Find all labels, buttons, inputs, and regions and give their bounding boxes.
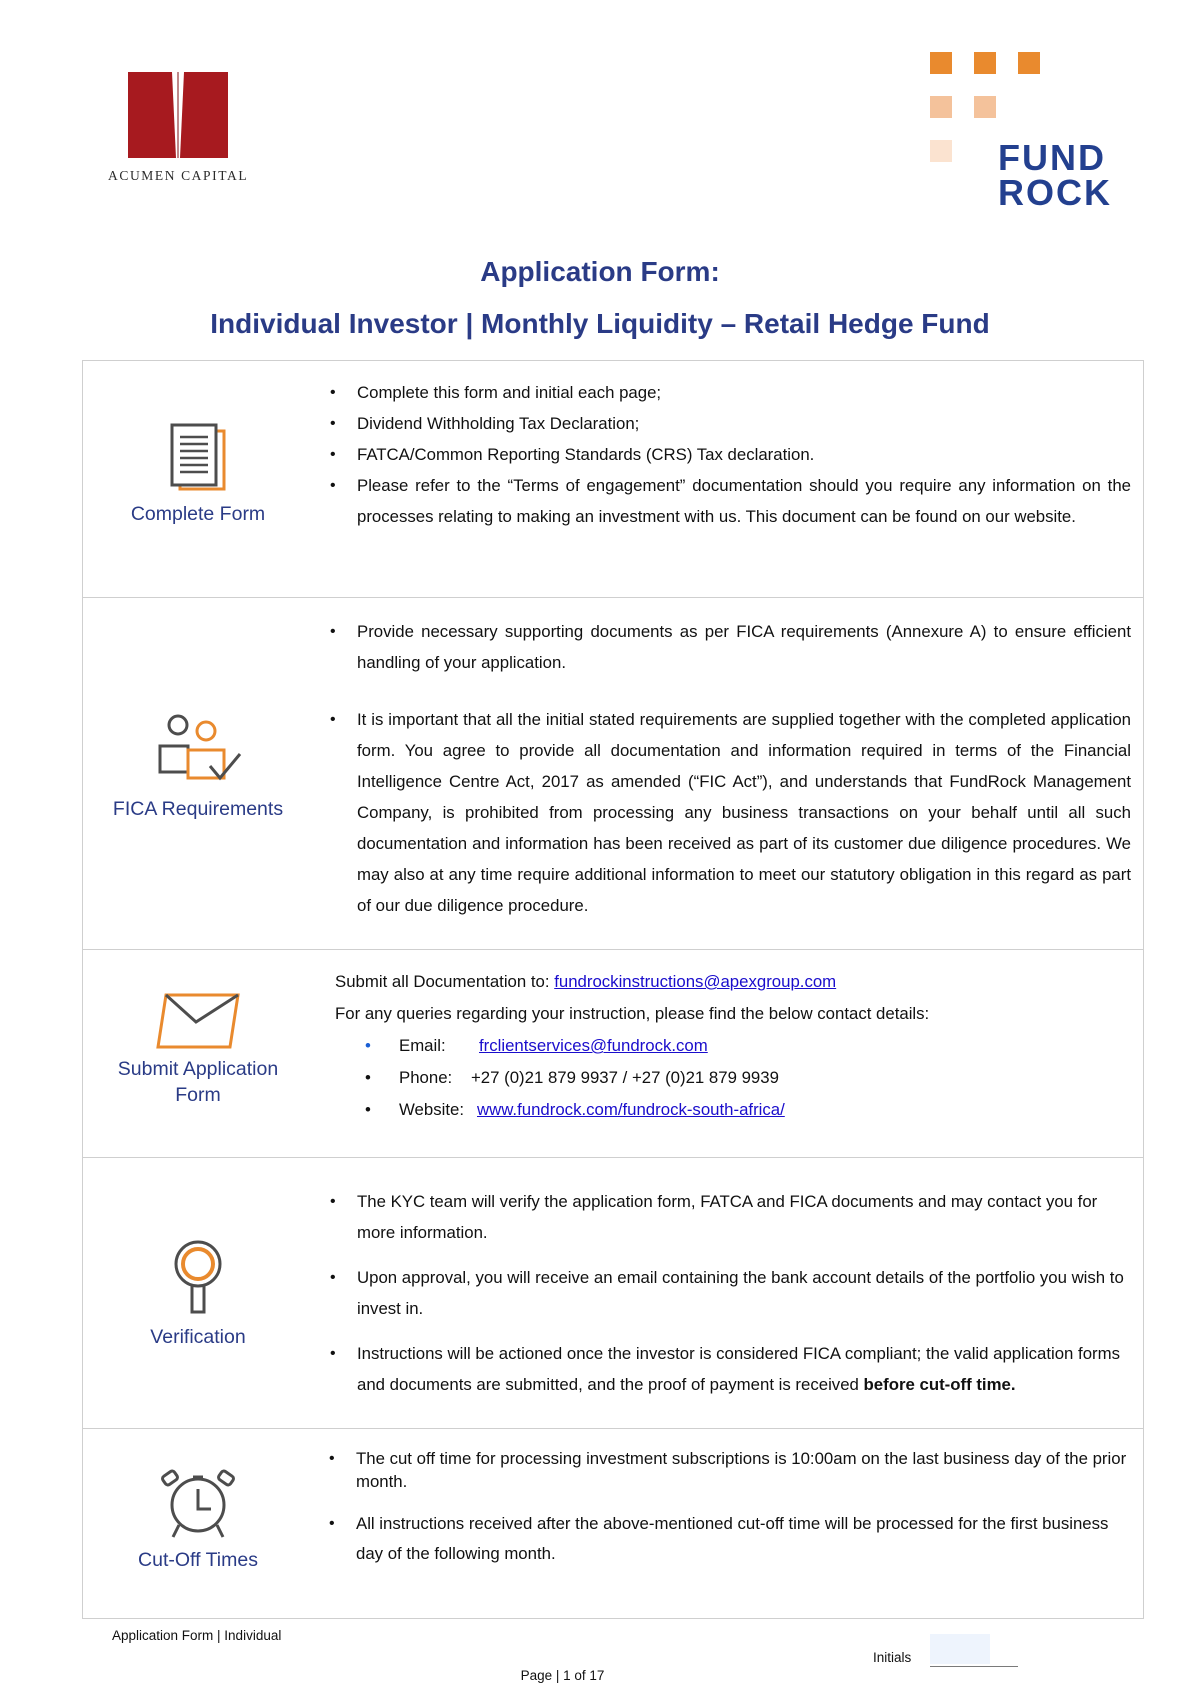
fundrock-line2: ROCK [998,172,1112,213]
list-item: • The KYC team will verify the application form, FATCA and FICA documents and may contact you for more information. [357,1186,1131,1248]
step-icon-cell [83,421,313,527]
step-content-verification [357,1186,1131,1400]
contact-phone [335,1062,1125,1094]
bullet-list [357,377,1131,532]
submit-prefix: Submit all Documentation to: [335,972,555,991]
contact-label: Website: [399,1100,464,1119]
list-item-text: Instructions will be actioned once the investor is considered FICA compliant; the valid application forms and documents are submitted, and the proof of payment is received [357,1344,1120,1394]
fundrock-line1: FUND [998,137,1106,178]
bullet-list [357,616,1131,921]
envelope-icon [156,992,240,1050]
step-row-cutoff [83,1429,1143,1618]
step-content-cutoff [356,1447,1131,1569]
client-services-email-link[interactable]: frclientservices@fundrock.com [479,1036,708,1055]
step-row-submit [83,950,1143,1158]
acumen-logo-text: ACUMEN CAPITAL [108,168,249,183]
website-link[interactable]: www.fundrock.com/fundrock-south-africa/ [477,1100,785,1119]
step-row-fica [83,598,1143,950]
list-item: • All instructions received after the above-mentioned cut-off time will be processed for the first business day of the following month. [356,1509,1131,1569]
initials-field[interactable] [930,1634,990,1664]
acumen-logo-mark [128,72,228,158]
list-item [357,1262,1131,1324]
phone-value: +27 (0)21 879 9937 / +27 (0)21 879 9939 [471,1068,779,1087]
step-label-line: Submit Application [117,1058,279,1080]
fundrock-square [974,96,996,118]
step-row-verification [83,1158,1143,1429]
initials-underline [930,1666,1018,1667]
step-content-complete-form [357,377,1131,532]
alarm-clock-icon [161,1467,235,1541]
footer-form-name: Application Form | Individual [112,1628,282,1643]
fundrock-square [930,52,952,74]
step-label-submit [83,1056,313,1108]
submit-email-link[interactable]: fundrockinstructions@apexgroup.com [554,972,837,991]
step-icon-cell [83,1238,313,1350]
bullet-icon: • [365,1036,371,1055]
list-item: • Provide necessary supporting documents as per FICA requirements (Annexure A) to ensure efficient handling of your application. [357,616,1131,678]
list-item: • Complete this form and initial each page; [357,377,1131,408]
page-subtitle: Individual Investor | Monthly Liquidity – Retail Hedge Fund [210,308,990,339]
step-icon-cell [83,1467,313,1573]
bullet-list [356,1447,1131,1569]
step-label-fica: FICA Requirements [112,798,284,820]
list-item: • It is important that all the initial stated requirements are supplied together with the completed application form. You agree to provide all documentation and information required in terms of the Financial Intelligence Centre Act, 2017 as amended (“FIC Act”), and understands that FundRock Management Company, is prohibited from processing any business transactions on your behalf until all such documentation and information has been received as part of its customer due diligence procedures. We may also at any time require additional information to meet our statutory obligation in this regard as part of our due diligence procedure. [357,704,1131,921]
fundrock-square [1018,52,1040,74]
document-icon [166,421,230,495]
bullet-icon: • [365,1068,371,1087]
contact-label: Email: [399,1036,446,1055]
fundrock-square [930,140,952,162]
fundrock-square [930,96,952,118]
queries-line: For any queries regarding your instruction, please find the below contact details: [335,1004,930,1023]
initials-label: Initials [873,1650,912,1665]
magnifier-icon [172,1238,224,1318]
step-row-complete-form [83,361,1143,598]
step-icon-cell [83,714,313,822]
cutoff-emphasis: before cut-off time. [863,1375,1016,1394]
step-label-verification: Verification [150,1326,246,1348]
fundrock-logo-text [998,137,1112,213]
step-content-fica [357,616,1131,921]
step-content-submit [335,966,1125,1126]
steps-table [82,360,1144,1619]
step-label-cutoff: Cut-Off Times [138,1549,258,1571]
fundrock-logo [930,52,1130,212]
list-item [357,1338,1131,1400]
bullet-list [357,1186,1131,1400]
list-item: • Please refer to the “Terms of engagement” documentation should you require any information on the processes relating to making an investment with us. This document can be found on our website. [357,470,1131,532]
fundrock-square [974,52,996,74]
list-item: • Dividend Withholding Tax Declaration; [357,408,1131,439]
people-check-icon [152,714,244,790]
contact-email [335,1030,1125,1062]
page-number: Page | 1 of 17 [520,1668,605,1683]
step-icon-cell [83,992,313,1108]
submit-line [335,966,1125,998]
list-item: • FATCA/Common Reporting Standards (CRS) Tax declaration. [357,439,1131,470]
list-item-text: Upon approval, you will receive an email containing the bank account details of the portfolio you wish to invest in. [357,1268,1124,1318]
step-label-complete-form: Complete Form [130,503,266,525]
contact-website [335,1094,1125,1126]
contact-label: Phone: [399,1068,453,1087]
page-title: Application Form: [480,256,720,287]
step-label-line: Form [175,1084,221,1106]
acumen-capital-logo [108,72,258,184]
list-item: • The cut off time for processing investment subscriptions is 10:00am on the last business day of the prior month. [356,1447,1131,1493]
bullet-icon: • [365,1100,371,1119]
